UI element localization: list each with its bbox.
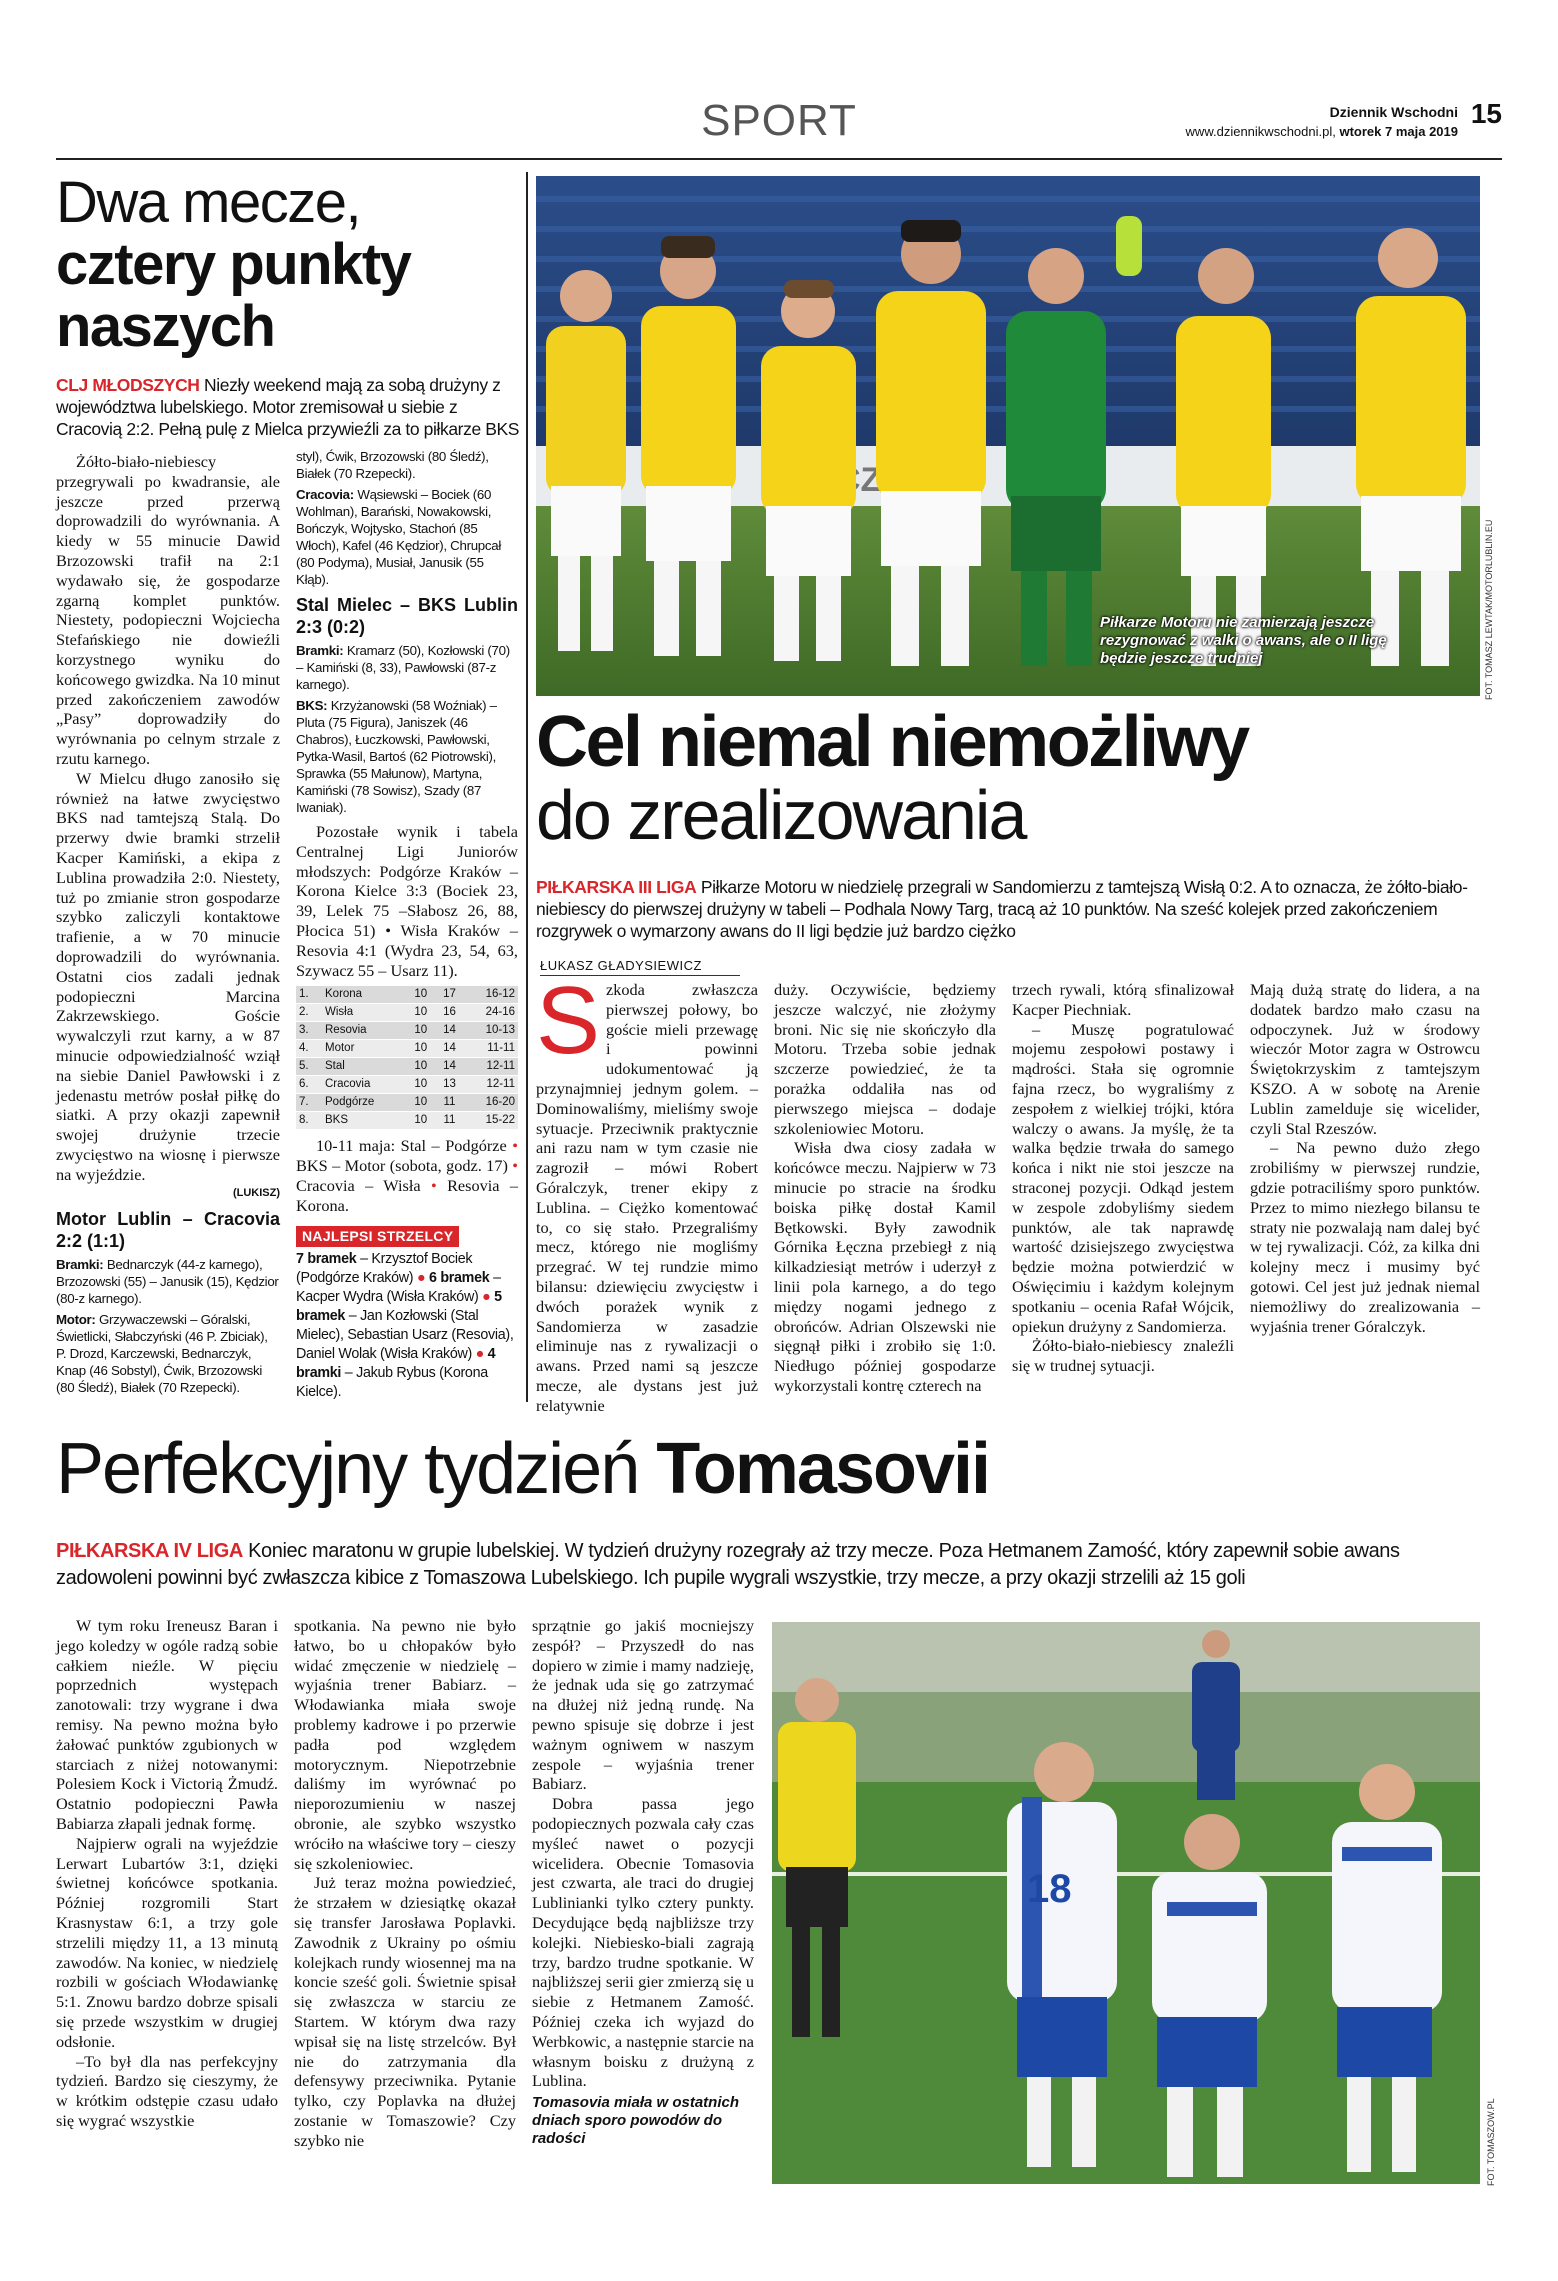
- standings-cell-g: 15-22: [464, 1112, 518, 1130]
- article3-col-3: [532, 1616, 754, 2091]
- header-meta: www.dziennikwschodni.pl, wtorek 7 maja 2019: [1185, 124, 1458, 139]
- article2-lead-text: Piłkarze Motoru w niedzielę przegrali w Sandomierzu z tamtejszą Wisłą 0:2. A to oznacza, że żółto-biało-niebiescy do pierwszej drużyny w tabeli – Podhala Nowy Targ, tracą aż 10 punktów. Na sześć kolejek przed zakończeniem rozgrywek o wymarzony awans do II ligi będzie już bardzo ciężko: [536, 877, 1468, 941]
- standings-cell-g: 11-11: [464, 1040, 518, 1058]
- svg-text:18: 18: [1027, 1867, 1072, 1911]
- article2-paragraph: duży. Oczywiście, będziemy jeszcze walczyć, nie złożymy broni. Nic się nie skończyło dla Motoru. Trzeba sobie jednak szczerze powiedzieć, że ta porażka oddaliła nas od pierwszego miejsca – dodaje szkoleniowiec Motoru.: [774, 980, 996, 1138]
- article3-lead: [56, 1538, 1480, 1592]
- standings-cell-m: 10: [406, 1094, 435, 1112]
- standings-cell-pos: 1.: [296, 986, 322, 1004]
- motor-photo-credit: FOT. TOMASZ LEWTAK/MOTORLUBLIN.EU: [1484, 519, 1494, 700]
- standings-table: [296, 986, 518, 1130]
- tomasovia-photo-illustration: [772, 1622, 1480, 2184]
- standings-cell-m: 10: [406, 1040, 435, 1058]
- article2-col-3: [1012, 980, 1234, 1408]
- match1-motor-lineup: Motor: Grzywaczewski – Góralski, Świetlicki, Słabczyński (46 P. Zbiciak), P. Drozd, Karczewski, Bednarczyk, Knap (46 Sobstyl), Ćwik, Brzozowski (80 Śledź), Białek (70 Rzepecki).: [56, 1312, 268, 1396]
- tomasovia-photo: [772, 1622, 1480, 2184]
- standings-cell-g: 24-16: [464, 1004, 518, 1022]
- standings-cell-pos: 6.: [296, 1076, 322, 1094]
- article2-lead: [536, 876, 1480, 942]
- article2-paragraph: – Na pewno dużo złego zrobiliśmy w pierwszej rundzie, gdzie potraciliśmy sporo punktów. Przez to mimo niezłego bilansu te straty nie pozwalają nam dalej być w tej rywalizacji. Cóż, za kilka dni kolejny mecz i musimy być gotowi. Cel jest już jednak niemal niemożliwy do zrealizowania – wyjaśnia trener Góralczyk.: [1250, 1138, 1480, 1336]
- header-rule: [56, 158, 1502, 160]
- standings-cell-pts: 14: [435, 1022, 464, 1040]
- standings-row: [296, 1112, 518, 1130]
- article3-paragraph: sprzątnie go jakiś mocniejszy zespół? – Przyszedł do nas dopiero w zimie i mamy nadzieję, że jednak uda się go zatrzymać na dłużej niż jedną rundę. Na pewno spisuje się dobrze i jest ważnym ogniwem w naszym zespole – wyjaśnia trener Babiarz.: [532, 1616, 754, 1794]
- standings-row: [296, 986, 518, 1004]
- tomasovia-photo-credit: FOT. TOMASZOW.PL: [1486, 2098, 1496, 2186]
- article2-author: ŁUKASZ GŁADYSIEWICZ: [540, 958, 740, 976]
- article1-lead: [56, 374, 526, 440]
- article1-fixtures: 10-11 maja: Stal – Podgórze • BKS – Motor (sobota, godz. 17) • Cracovia – Wisła • Resovia – Korona.: [296, 1136, 519, 1215]
- article1-kicker: CLJ MŁODSZYCH: [56, 375, 200, 395]
- article3-col-1: [56, 1616, 278, 2236]
- column-divider: [526, 172, 528, 1402]
- issue-date: wtorek 7 maja 2019: [1339, 124, 1458, 139]
- motor-photo-caption: Piłkarze Motoru nie zamierzają jeszcze rezygnować z walki o awans, ale o II ligę będzie jeszcze trudniej: [1100, 614, 1387, 667]
- standings-cell-m: 10: [406, 1022, 435, 1040]
- standings-cell-pos: 5.: [296, 1058, 322, 1076]
- standings-cell-team: Resovia: [322, 1022, 406, 1040]
- article1-col-a: [56, 452, 280, 1452]
- article2-paragraph: zkoda zwłaszcza pierwszej połowy, bo goście mieli przewagę i powinni udokumentować ją przynajmniej jednym golem. – Dominowaliśmy, mieliśmy swoje sytuacje. Przeciwnik praktycznie ani razu nam w tym czasie nie zagroził – mówi Robert Góralczyk, trener ekipy z Lublina. – Ciężko komentować to, co się stało. Przegraliśmy mecz, którego nie mogliśmy przegrać. W tej rundzie mimo bilansu: dziewięciu zwycięstw i dwóch porażek wynik z Sandomierza w zasadzie eliminuje nas z rywalizacji o awans. Przed nami są jeszcze mecze, ale dystans jest już relatywnie: [536, 980, 758, 1415]
- article3-title-light: Perfekcyjny tydzień: [56, 1429, 639, 1509]
- standings-cell-m: 10: [406, 1076, 435, 1094]
- match1-motor-lineup-cont: styl), Ćwik, Brzozowski (80 Śledź), Białek (70 Rzepecki).: [296, 449, 489, 481]
- standings-cell-g: 16-12: [464, 986, 518, 1004]
- article2-title-bold: Cel niemal niemożliwy: [536, 702, 1248, 782]
- standings-cell-team: Motor: [322, 1040, 406, 1058]
- standings-cell-team: Cracovia: [322, 1076, 406, 1094]
- standings-cell-pts: 17: [435, 986, 464, 1004]
- match1-title: Motor Lublin – Cracovia 2:2 (1:1): [56, 1209, 280, 1252]
- article2-paragraph: – Muszę pogratulować mojemu zespołowi postawy i mądrości. Stała się ogromnie fajna rzecz, bo wygraliśmy z zespołem z wielkiej trójki, która walczy o awans. Ja myślę, że ta walka będzie trwała do samego końca i nikt nie stoi jeszcze na straconej pozycji. Odkąd jestem w zespole zdobyliśmy siedem punktów, ale tak naprawdę wartość dzisiejszego zwycięstwa będzie można potwierdzić w Oświęcimiu i każdym kolejnym spotkaniu – ocenia Rafał Wójcik, opiekun drużyny z Sandomierza.: [1012, 1019, 1234, 1336]
- article2-paragraph: Mają dużą stratę do lidera, a na dodatek bardzo mało czasu na odpoczynek. Już w środowy wieczór Motor zagra w Ostrowcu Świętokrzyskim z tamtejszym KSZO. A w sobotę na Arenie Lublin zamelduje się wicelider, czyli Stal Rzeszów.: [1250, 980, 1480, 1138]
- article2-paragraph: Wisła dwa ciosy zadała w końcówce meczu. Najpierw w 73 minucie po stracie na środku boiska piłkę dostał Kamil Bętkowski. Były zawodnik Górnika Łęczna przebiegł z nią kilkadziesiąt metrów i uderzył z linii pola karnego, a do tego między nogami jednego z obrońców. Adrian Olszewski nie sięgnął piłki i zrobiło się 1:0. Niedługo później gospodarze wykorzystali kontrę czterech na: [774, 1138, 996, 1395]
- match1-cracovia-lineup: Cracovia: Wąsiewski – Bociek (60 Wohlman), Barański, Nowakowski, Bończyk, Wojtysko, Stachoń (85 Włoch), Kafel (46 Kędzior), Chrupcał (80 Podyma), Musiał, Janusik (55 Kłąb).: [296, 487, 501, 587]
- standings-cell-team: Stal: [322, 1058, 406, 1076]
- standings-cell-m: 10: [406, 1058, 435, 1076]
- article1-author: (LUKISZ): [232, 1187, 280, 1200]
- article1-title: [56, 172, 526, 358]
- match2-title: Stal Mielec – BKS Lublin 2:3 (0:2): [296, 595, 518, 637]
- article3-paragraph: Już teraz można powiedzieć, że strzałem w dziesiątkę okazał się transfer Jarosława Poplavki. Zawodnik z Ukrainy po ośmiu kolejkach rundy wiosennej ma na koncie sześć goli. Świetnie spisał się zwłaszcza w starciu ze Startem. W którym dwa razy wpisał się na listę strzelców. Był nie do zatrzymania dla defensywy przeciwnika. Pytanie tylko, czy Poplavka na dłużej zostanie w Tomaszowie? Czy szybko nie: [294, 1873, 516, 2150]
- newspaper-name: Dziennik Wschodni: [1329, 104, 1458, 120]
- standings-cell-m: 10: [406, 1004, 435, 1022]
- standings-cell-pts: 13: [435, 1076, 464, 1094]
- standings-row: [296, 1040, 518, 1058]
- standings-cell-pts: 14: [435, 1040, 464, 1058]
- standings-row: [296, 1022, 518, 1040]
- standings-cell-pos: 3.: [296, 1022, 322, 1040]
- standings-cell-m: 10: [406, 986, 435, 1004]
- article3-paragraph: Dobra passa jego podopiecznych pozwala cały czas myśleć nawet o pozycji wicelidera. Obecnie Tomasovia jest czwarta, ale traci do drugiej Lublinianki tylko cztery punkty. Decydujące będą najbliższe trzy kolejki. Niebiesko-biali zagrają trzy, bardzo trudne spotkanie. W najbliższej serii gier zmierzą się u siebie z Hetmanem Zamość. Później czeka ich wyjazd do Werbkowic, a następnie starcie na własnym boisku z drużyną z Lublina.: [532, 1794, 754, 2091]
- article3-lead-text: Koniec maratonu w grupie lubelskiej. W tydzień drużyny rozegrały aż trzy mecze. Poza Hetmanem Zamość, który zapewnił sobie awans zadowoleni powinni być zwłaszcza kibice z Tomaszowa Lubelskiego. Ich pupile wygrali wszystkie, trzy mecze, a przy okazji strzelili aż 15 goli: [56, 1540, 1400, 1589]
- standings-cell-pts: 11: [435, 1094, 464, 1112]
- article1-others: Pozostałe wynik i tabela Centralnej Ligi Juniorów młodszych: Podgórze Kraków – Korona Kielce 3:3 (Bociek 23, 39, Lelek 75 –Słabosz 26, 88, Płocica 51) • Wisła Kraków – Resovia 4:1 (Wydra 23, 54, 63, Szywacz 55 – Usarz 11).: [296, 822, 518, 980]
- motor-team-photo: [536, 176, 1480, 696]
- article2-col-4: [1250, 980, 1480, 1408]
- match1-goals: Bramki: Bednarczyk (44-z karnego), Brzozowski (55) – Janusik (15), Kędzior (80-z karnego).: [56, 1257, 279, 1307]
- standings-row: [296, 1076, 518, 1094]
- standings-cell-g: 12-11: [464, 1058, 518, 1076]
- article3-kicker: PIŁKARSKA IV LIGA: [56, 1540, 243, 1562]
- article2-title-light: do zrealizowania: [536, 776, 1026, 854]
- standings-cell-g: 16-20: [464, 1094, 518, 1112]
- article2-paragraph: Żółto-biało-niebiescy znaleźli się w trudnej sytuacji.: [1012, 1336, 1234, 1376]
- scorers-badge: NAJLEPSI STRZELCY: [296, 1226, 459, 1248]
- article3-paragraph: –To był dla nas perfekcyjny tydzień. Bardzo się cieszymy, że w krótkim odstępie czasu udało się wygrać wszystkie: [56, 2051, 278, 2130]
- article1-title-line3: naszych: [56, 294, 275, 359]
- newspaper-url[interactable]: www.dziennikwschodni.pl: [1185, 124, 1333, 139]
- standings-cell-team: BKS: [322, 1112, 406, 1130]
- match2-bks-lineup: BKS: Krzyżanowski (58 Woźniak) – Pluta (75 Figura), Janiszek (46 Chabros), Łuczkowski, Pawłowski, Pytka-Wasil, Bartoś (62 Piotrowski), Sprawka (55 Małunow), Martyna, Kamiński (78 Sowisz), Szady (87 Iwaniak).: [296, 698, 497, 815]
- article3-paragraph: spotkania. Na pewno nie było łatwo, bo u chłopaków było widać zmęczenie w niedzielę – wyjaśnia trener Babiarz. – Włodawianka miała swoje problemy kadrowe i po przerwie padła pod względem motorycznym. Niepotrzebnie daliśmy im wyrównać po nieporozumieniu w naszej obronie, ale szybko wszystko wróciło na właściwe tory – cieszy się szkoleniowiec.: [294, 1616, 516, 1873]
- article1-title-line1: Dwa mecze,: [56, 170, 361, 235]
- section-title: SPORT: [701, 96, 857, 145]
- standings-row: [296, 1004, 518, 1022]
- standings-cell-team: Wisła: [322, 1004, 406, 1022]
- article3-title-bold: Tomasovii: [656, 1429, 990, 1509]
- page-number: 15: [1470, 98, 1502, 129]
- tomasovia-photo-caption: Tomasovia miała w ostatnich dniach sporo powodów do radości: [532, 2094, 740, 2147]
- article3-paragraph: Najpierw ograli na wyjeździe Lerwart Lubartów 3:1, dzięki świetnej końcówce spotkania. Później rozgromili Start Krasnystaw 6:1, a trzy gole strzelili między 11, a 13 minutą zawodów. Na koniec, w niedzielę rozbili w gościach Włodawiankę 5:1. Znowu bardzo dobrze spisali się przede wszystkim w drugiej odsłonie.: [56, 1833, 278, 2051]
- scorers-box: [296, 1226, 518, 1403]
- standings-cell-pos: 7.: [296, 1094, 322, 1112]
- standings-row: [296, 1094, 518, 1112]
- article2-paragraph: trzech rywali, którą sfinalizował Kacper Piechniak.: [1012, 980, 1234, 1019]
- standings-cell-g: 12-11: [464, 1076, 518, 1094]
- article2-dropcap: S: [536, 967, 601, 1074]
- scorers-list: 7 bramek – Krzysztof Bociek (Podgórze Kraków) ● 6 bramek – Kacper Wydra (Wisła Kraków) ● 5 bramek – Jan Kozłowski (Stal Mielec), Sebastian Usarz (Resovia), Daniel Wolak (Wisła Kraków) ● 4 bramki – Jakub Rybus (Korona Kielce).: [296, 1251, 514, 1401]
- standings-row: [296, 1058, 518, 1076]
- article3-paragraph: W tym roku Ireneusz Baran i jego koledzy w ogóle radzą sobie całkiem nieźle. W pięciu poprzednich występach zanotowali: trzy wygrane i dwa remisy. Na pewno można było żałować punktów zgubionych w starciach z niżej notowanymi: Polesiem Kock i Victorią Żmudź. Ostatnio podopieczni Pawła Babiarza złapali jednak formę.: [56, 1616, 278, 1833]
- article1-paragraph: Żółto-biało-niebiescy przegrywali po kwadransie, ale jeszcze przed przerwą doprowadzili do wyrównania. A kiedy w 55 minucie Dawid Brzozowski trafił na 2:1 wydawało się, że gospodarze zgarną komplet punktów. Niestety, podopieczni Wojciecha Stefańskiego nie dowieźli korzystnego wyniku do końcowego gwizdka. Na 10 minut przed zakończeniem zawodów „Pasy” doprowadziły do wyrównania po celnym strzale z rzutu karnego.: [56, 452, 280, 768]
- article2-kicker: PIŁKARSKA III LIGA: [536, 877, 697, 897]
- article1-paragraph: W Mielcu długo zanosiło się również na łatwe zwycięstwo BKS nad tamtejszą Stalą. Do przerwy dwie bramki strzelił Kacper Kamiński, a ekipa z Lublina prowadziła 2:0. Niestety, tuż po zmianie stron gospodarze szybko zaliczyli kontaktowe trafienie, a w 70 minucie doprowadzili do wyrównania. Ostatni cios zadali jednak podopieczni Marcina Zakrzewskiego. Goście wywalczyli rzut karny, a w 87 minucie odpowiedzialność wziął na siebie Daniel Pawłowski i z jedenastu metrów posłał piłkę do siatki. A przy okazji zapewnił swojej drużynie trzecie zwycięstwo na wiosnę i pierwsze na wyjeździe.: [56, 768, 280, 1184]
- standings-cell-g: 10-13: [464, 1022, 518, 1040]
- match2-goals: Bramki: Kramarz (50), Kozłowski (70) – Kamiński (8, 33), Pawłowski (87-z karnego).: [296, 643, 510, 692]
- standings-cell-pos: 8.: [296, 1112, 322, 1130]
- article3-col-2: [294, 1616, 516, 2236]
- article1-lead-text: Niezły weekend mają za sobą drużyny z województwa lubelskiego. Motor zremisował u siebie z Cracovią 2:2. Pełną pulę z Mielca przywieźli za to piłkarze BKS: [56, 375, 520, 439]
- standings-cell-team: Korona: [322, 986, 406, 1004]
- article2-col-1: [536, 967, 758, 1415]
- standings-cell-pos: 4.: [296, 1040, 322, 1058]
- standings-cell-pts: 11: [435, 1112, 464, 1130]
- article1-col-b: [296, 446, 518, 1406]
- standings-cell-team: Podgórze: [322, 1094, 406, 1112]
- article3-title: [56, 1428, 1496, 1510]
- standings-cell-pts: 14: [435, 1058, 464, 1076]
- standings-cell-pos: 2.: [296, 1004, 322, 1022]
- article2-col-2: [774, 980, 996, 1408]
- standings-cell-pts: 16: [435, 1004, 464, 1022]
- article1-title-line2: cztery punkty: [56, 232, 411, 297]
- standings-cell-m: 10: [406, 1112, 435, 1130]
